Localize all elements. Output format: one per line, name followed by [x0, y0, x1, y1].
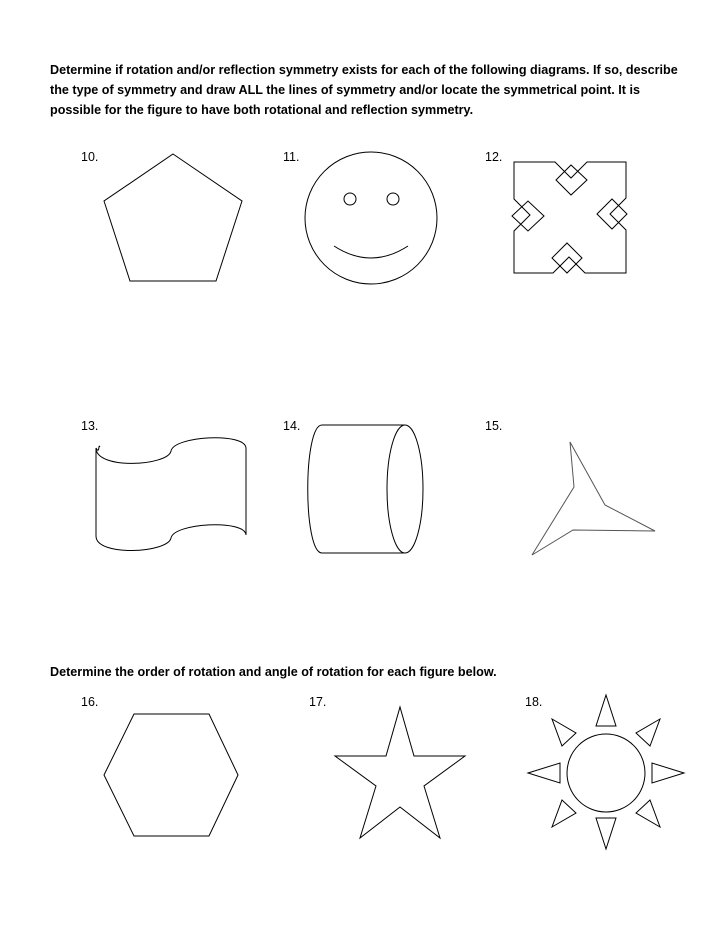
problem-number-16: 16. [81, 695, 99, 709]
problem-number-13: 13. [81, 419, 99, 433]
problem-number-18: 18. [525, 695, 543, 709]
cylinder-figure [308, 425, 423, 553]
pentagon-figure [104, 154, 242, 281]
problem-number-15: 15. [485, 419, 503, 433]
smiley-face-figure [305, 152, 437, 284]
three-point-star-figure [532, 442, 655, 555]
five-point-star-figure [335, 707, 465, 838]
problem-number-11: 11. [283, 150, 300, 164]
problem-number-17: 17. [309, 695, 327, 709]
problem-number-14: 14. [283, 419, 301, 433]
problem-number-10: 10. [81, 150, 99, 164]
hexagon-figure [104, 714, 238, 836]
instructions-reflection-rotation: Determine if rotation and/or reflection symmetry exists for each of the following diagrams. If so, describe the type of symmetry and draw ALL the lines of symmetry and/or locate the symmetrical point. It is possible for the figure to have both rotational and reflection symmetry. [50, 63, 678, 117]
square-with-notches-figure [512, 162, 627, 273]
wavy-banner-figure [96, 438, 246, 551]
problem-number-12: 12. [485, 150, 503, 164]
sun-figure [528, 695, 684, 849]
instructions-order-of-rotation: Determine the order of rotation and angle of rotation for each figure below. [50, 665, 497, 679]
